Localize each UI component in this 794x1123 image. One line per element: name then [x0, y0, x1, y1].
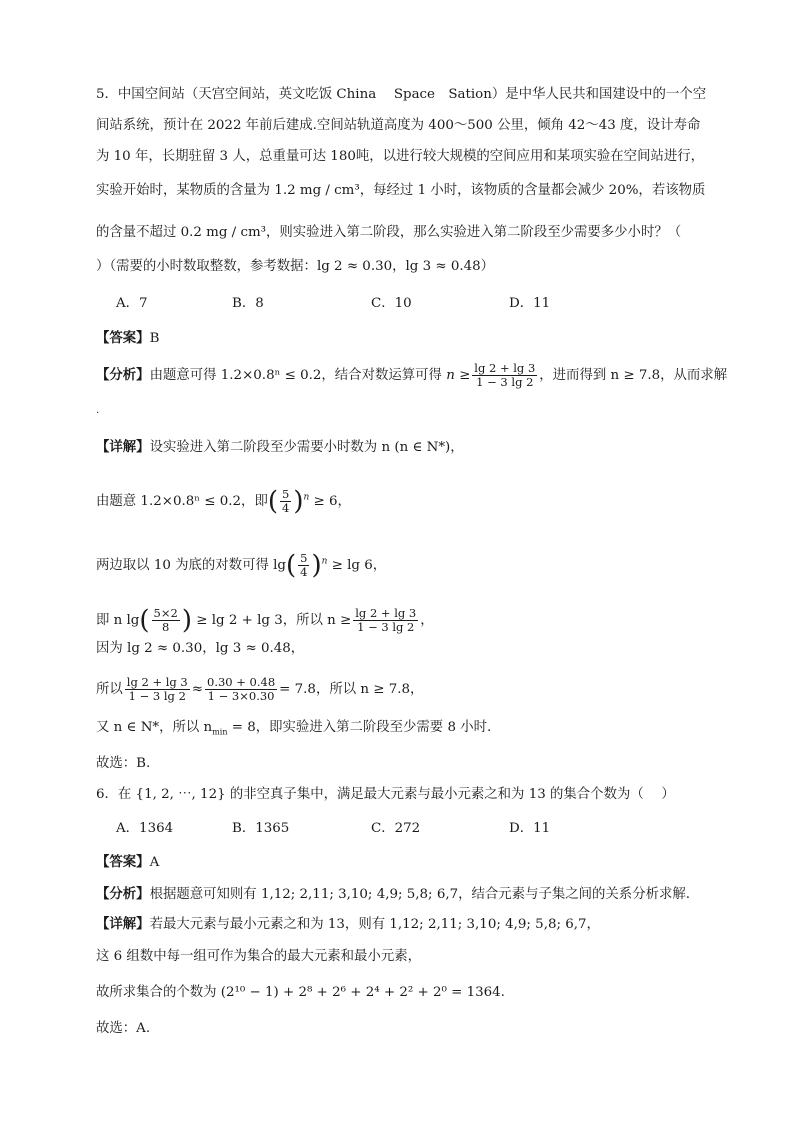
detail-tag: 【详解】 — [96, 916, 150, 932]
answer-tag: 【答案】 — [96, 330, 150, 346]
q6-detail-3: 故所求集合的个数为 (2¹⁰ − 1) + 2⁸ + 2⁶ + 2⁴ + 2² + 2⁰ = 1364. — [96, 985, 505, 1000]
q5-detail-6: 所以 $\frac{\lg 2 + \lg 3}{1 - 3 \lg 2}$ ≈ $\frac{0.30 + 0.48}{1 - 3\times 0.30}$ = 7.8，所以 n ≥ 7.8， — [96, 675, 424, 703]
analysis-tag: 【分析】 — [96, 367, 150, 383]
q6-option-b: B．1365 — [232, 821, 290, 836]
q5-detail-3: 两边取以 10 为底的对数可得 lg( $\frac{5}{4}$ )$^n$ ≥ lg 6， — [96, 550, 387, 581]
analysis-text-a: 由题意可得 1.2×0.8ⁿ ≤ 0.2，结合对数运算可得 — [149, 368, 447, 383]
analysis-tag: 【分析】 — [96, 886, 150, 902]
q5-option-a: A．7 — [116, 296, 148, 311]
q6-option-d: D．11 — [509, 821, 551, 836]
fraction-lg: $\frac{\lg 2 + \lg 3}{1 - 3 \lg 2}$ — [474, 361, 536, 389]
q5-analysis-dot: . — [96, 405, 100, 416]
q6-detail-2: 这 6 组数中每一组可作为集合的最大元素和最小元素， — [96, 949, 422, 964]
q6-option-c: C．272 — [371, 821, 421, 836]
answer-value: B — [149, 331, 160, 346]
q6-option-a: A．1364 — [116, 821, 174, 836]
q5-detail-1: 【详解】设实验进入第二阶段至少需要小时数为 n (n ∈ N*)， — [96, 439, 464, 455]
q6-detail-1: 【详解】若最大元素与最小元素之和为 13，则有 1,12; 2,11; 3,10; 4,9; 5,8; 6,7， — [96, 916, 600, 932]
q5-detail-7: 又 n ∈ N*，所以 $n_{min} = 8$，即实验进入第二阶段至少需要 8 小时. — [96, 720, 492, 737]
q5-analysis: 【分析】由题意可得 1.2×0.8ⁿ ≤ 0.2，结合对数运算可得 n ≥ $\frac{\lg 2 + \lg 3}{1 - 3 \lg 2}$ ，进而得到 n ≥ 7.8，从而求解 — [96, 361, 728, 389]
q6-answer — [96, 853, 159, 872]
q5-option-b: B．8 — [232, 296, 264, 311]
answer-tag: 【答案】 — [96, 854, 150, 870]
q6-stem: 6．在 {1, 2, ⋯, 12} 的非空真子集中，满足最大元素与最小元素之和为 13 的集合个数为（ ） — [96, 787, 675, 802]
q6-choose: 故选：A. — [96, 1021, 151, 1036]
q5-option-d: D．11 — [509, 296, 551, 311]
q6-analysis: 【分析】根据题意可知则有 1,12; 2,11; 3,10; 4,9; 5,8; 6,7，结合元素与子集之间的关系分析求解. — [96, 886, 691, 902]
q5-stem-line-3: 为 10 年，长期驻留 3 人，总重量可达 180吨，以进行较大规模的空间应用和某项实验在空间站进行， — [96, 149, 705, 164]
q5-stem-line-2: 间站系统，预计在 2022 年前后建成.空间站轨道高度为 400～500 公里，倾角 42～43 度，设计寿命 — [96, 118, 701, 133]
q5-stem-line-1: 5．中国空间站（天宫空间站，英文吃饭 China Space Sation）是中华人民共和国建设中的一个空 — [96, 87, 707, 102]
q5-stem-line-5: 的含量不超过 0.2 mg / cm³，则实验进入第二阶段，那么实验进入第二阶段至少需要多少小时？（ — [96, 225, 682, 240]
detail-tag: 【详解】 — [96, 439, 150, 455]
q5-detail-2: 由题意 1.2×0.8ⁿ ≤ 0.2，即( $\frac{5}{4}$ )$^n$ ≥ 6， — [96, 486, 351, 517]
q5-detail-4: 即 n lg( $\frac{5\times 2}{8}$ ) ≥ lg 2 + lg 3，所以 n ≥ $\frac{\lg 2 + \lg 3}{1 - 3 \lg 2}$ ， — [96, 605, 434, 636]
q5-stem-line-4: 实验开始时，某物质的含量为 1.2 mg / cm³，每经过 1 小时，该物质的含量都会减少 20%，若该物质 — [96, 183, 706, 198]
q5-detail-5: 因为 lg 2 ≈ 0.30，lg 3 ≈ 0.48， — [96, 641, 305, 656]
q5-stem-line-6: ）（需要的小时数取整数，参考数据：lg 2 ≈ 0.30，lg 3 ≈ 0.48） — [96, 259, 495, 274]
answer-value: A — [149, 855, 160, 870]
q5-answer — [96, 329, 159, 348]
analysis-text-b: ，进而得到 n ≥ 7.8，从而求解 — [539, 368, 728, 383]
q5-choose: 故选：B. — [96, 756, 151, 771]
q5-option-c: C．10 — [371, 296, 412, 311]
